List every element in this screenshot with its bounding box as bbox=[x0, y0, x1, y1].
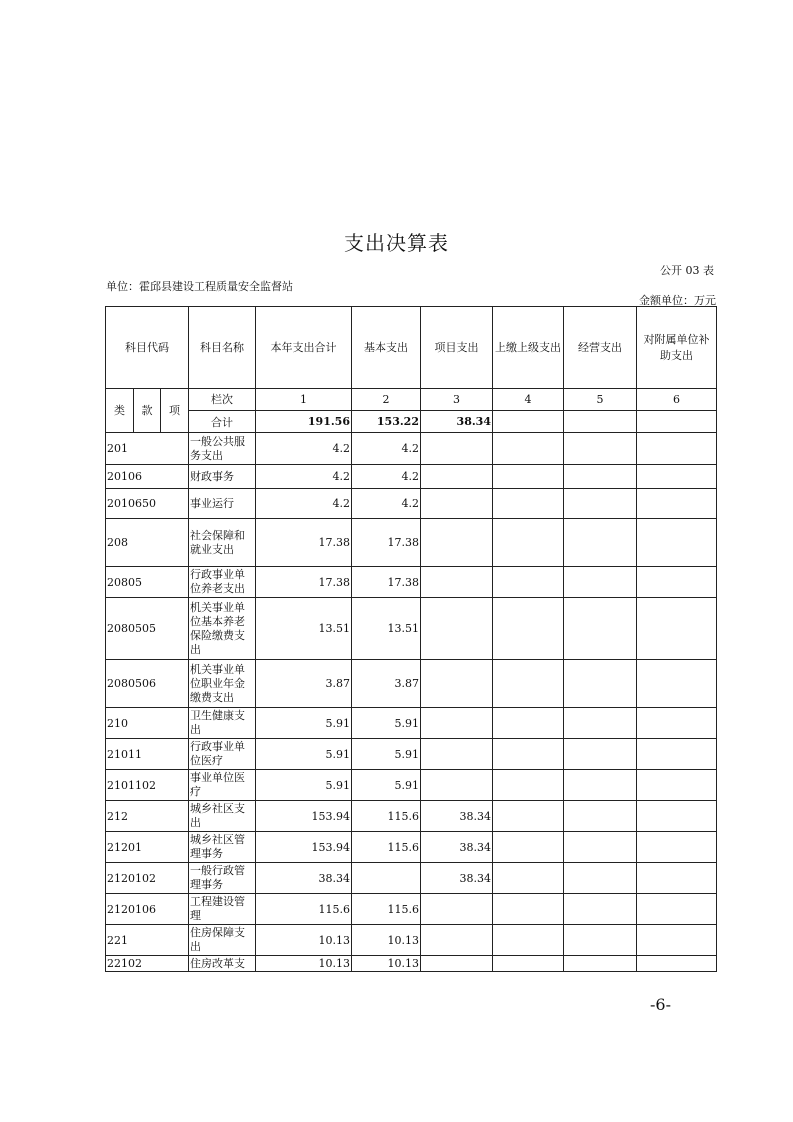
row-c4 bbox=[493, 433, 564, 465]
row-c3 bbox=[421, 708, 493, 739]
row-name: 城乡社区支出 bbox=[189, 801, 256, 832]
row-c3 bbox=[421, 925, 493, 956]
row-c4 bbox=[493, 708, 564, 739]
row-c5 bbox=[564, 433, 637, 465]
row-c6 bbox=[637, 598, 717, 660]
row-code: 221 bbox=[106, 925, 189, 956]
row-c6 bbox=[637, 801, 717, 832]
table-row bbox=[106, 863, 717, 894]
row-c4 bbox=[493, 567, 564, 598]
form-number: 公开 03 表 bbox=[660, 264, 714, 277]
row-c4 bbox=[493, 489, 564, 519]
header-xiang: 项 bbox=[161, 389, 189, 433]
row-c1: 153.94 bbox=[256, 801, 352, 832]
row-c2: 13.51 bbox=[352, 598, 421, 660]
row-code: 2010650 bbox=[106, 489, 189, 519]
row-c5 bbox=[564, 770, 637, 801]
row-c5 bbox=[564, 519, 637, 567]
row-code: 2120106 bbox=[106, 894, 189, 925]
row-c1: 17.38 bbox=[256, 519, 352, 567]
row-name: 住房保障支出 bbox=[189, 925, 256, 956]
row-c5 bbox=[564, 465, 637, 489]
row-name: 事业运行 bbox=[189, 489, 256, 519]
row-name: 事业单位医疗 bbox=[189, 770, 256, 801]
row-c3: 38.34 bbox=[421, 832, 493, 863]
row-c3 bbox=[421, 489, 493, 519]
row-c1: 3.87 bbox=[256, 660, 352, 708]
row-c4 bbox=[493, 832, 564, 863]
row-code: 22102 bbox=[106, 956, 189, 972]
row-c6 bbox=[637, 660, 717, 708]
row-c3 bbox=[421, 598, 493, 660]
row-c3 bbox=[421, 519, 493, 567]
row-code: 210 bbox=[106, 708, 189, 739]
row-c5 bbox=[564, 660, 637, 708]
row-c4 bbox=[493, 739, 564, 770]
row-code: 2120102 bbox=[106, 863, 189, 894]
header-code: 科目代码 bbox=[106, 307, 189, 389]
col-number-5: 5 bbox=[564, 389, 637, 411]
row-name: 城乡社区管理事务 bbox=[189, 832, 256, 863]
row-c5 bbox=[564, 801, 637, 832]
row-name: 行政事业单位养老支出 bbox=[189, 567, 256, 598]
col-number-3: 3 bbox=[421, 389, 493, 411]
row-c2 bbox=[352, 863, 421, 894]
header-lanci: 栏次 bbox=[189, 389, 256, 411]
row-c1: 17.38 bbox=[256, 567, 352, 598]
row-c4 bbox=[493, 894, 564, 925]
row-c4 bbox=[493, 598, 564, 660]
row-c2: 5.91 bbox=[352, 770, 421, 801]
row-code: 20805 bbox=[106, 567, 189, 598]
row-code: 21011 bbox=[106, 739, 189, 770]
col-number-4: 4 bbox=[493, 389, 564, 411]
expenditure-table bbox=[105, 306, 717, 972]
row-name: 行政事业单位医疗 bbox=[189, 739, 256, 770]
row-c5 bbox=[564, 489, 637, 519]
row-c2: 10.13 bbox=[352, 925, 421, 956]
total-label: 合计 bbox=[189, 411, 256, 433]
table-row bbox=[106, 489, 717, 519]
row-c1: 153.94 bbox=[256, 832, 352, 863]
row-c3 bbox=[421, 894, 493, 925]
row-c3 bbox=[421, 660, 493, 708]
header-c6: 对附属单位补助支出 bbox=[637, 307, 717, 389]
row-code: 20106 bbox=[106, 465, 189, 489]
col-number-1: 1 bbox=[256, 389, 352, 411]
header-c4: 上缴上级支出 bbox=[493, 307, 564, 389]
table-row bbox=[106, 465, 717, 489]
header-kuan: 款 bbox=[134, 389, 161, 433]
row-c4 bbox=[493, 660, 564, 708]
row-c6 bbox=[637, 489, 717, 519]
row-c2: 5.91 bbox=[352, 739, 421, 770]
row-c3 bbox=[421, 956, 493, 972]
table-row bbox=[106, 894, 717, 925]
row-c5 bbox=[564, 598, 637, 660]
row-c3 bbox=[421, 770, 493, 801]
total-c5 bbox=[564, 411, 637, 433]
row-c6 bbox=[637, 956, 717, 972]
row-c3: 38.34 bbox=[421, 801, 493, 832]
row-c2: 4.2 bbox=[352, 465, 421, 489]
total-c4 bbox=[493, 411, 564, 433]
table-row bbox=[106, 598, 717, 660]
row-c2: 115.6 bbox=[352, 832, 421, 863]
col-number-2: 2 bbox=[352, 389, 421, 411]
row-name: 社会保障和就业支出 bbox=[189, 519, 256, 567]
row-c2: 3.87 bbox=[352, 660, 421, 708]
header-c3: 项目支出 bbox=[421, 307, 493, 389]
row-c2: 10.13 bbox=[352, 956, 421, 972]
row-code: 208 bbox=[106, 519, 189, 567]
table-row bbox=[106, 832, 717, 863]
row-c5 bbox=[564, 832, 637, 863]
header-lei: 类 bbox=[106, 389, 134, 433]
page-number: -6- bbox=[650, 995, 671, 1014]
row-c2: 4.2 bbox=[352, 489, 421, 519]
table-row bbox=[106, 801, 717, 832]
table-row bbox=[106, 660, 717, 708]
col-number-6: 6 bbox=[637, 389, 717, 411]
header-name: 科目名称 bbox=[189, 307, 256, 389]
row-c1: 115.6 bbox=[256, 894, 352, 925]
table-row bbox=[106, 433, 717, 465]
row-c2: 5.91 bbox=[352, 708, 421, 739]
row-c6 bbox=[637, 433, 717, 465]
row-c3 bbox=[421, 739, 493, 770]
row-c1: 4.2 bbox=[256, 433, 352, 465]
row-c1: 5.91 bbox=[256, 739, 352, 770]
row-c3 bbox=[421, 433, 493, 465]
row-c2: 4.2 bbox=[352, 433, 421, 465]
row-c6 bbox=[637, 863, 717, 894]
row-c4 bbox=[493, 519, 564, 567]
row-code: 21201 bbox=[106, 832, 189, 863]
row-c5 bbox=[564, 894, 637, 925]
row-name: 机关事业单位基本养老保险缴费支出 bbox=[189, 598, 256, 660]
row-c5 bbox=[564, 863, 637, 894]
row-c4 bbox=[493, 956, 564, 972]
row-c5 bbox=[564, 708, 637, 739]
total-c3: 38.34 bbox=[421, 411, 493, 433]
row-c1: 38.34 bbox=[256, 863, 352, 894]
row-code: 2080506 bbox=[106, 660, 189, 708]
row-c4 bbox=[493, 801, 564, 832]
row-c6 bbox=[637, 708, 717, 739]
row-c6 bbox=[637, 567, 717, 598]
row-c2: 17.38 bbox=[352, 519, 421, 567]
row-c2: 115.6 bbox=[352, 801, 421, 832]
table-row bbox=[106, 770, 717, 801]
table-row bbox=[106, 925, 717, 956]
unit-label: 单位：霍邱县建设工程质量安全监督站 bbox=[106, 280, 293, 293]
row-c5 bbox=[564, 739, 637, 770]
row-c6 bbox=[637, 894, 717, 925]
row-c6 bbox=[637, 465, 717, 489]
row-c1: 10.13 bbox=[256, 956, 352, 972]
row-c1: 5.91 bbox=[256, 770, 352, 801]
row-name: 工程建设管理 bbox=[189, 894, 256, 925]
row-c6 bbox=[637, 739, 717, 770]
total-c6 bbox=[637, 411, 717, 433]
row-c5 bbox=[564, 956, 637, 972]
header-c2: 基本支出 bbox=[352, 307, 421, 389]
table-row bbox=[106, 739, 717, 770]
row-code: 201 bbox=[106, 433, 189, 465]
table-row bbox=[106, 567, 717, 598]
table-row bbox=[106, 519, 717, 567]
row-name: 一般公共服务支出 bbox=[189, 433, 256, 465]
row-c1: 5.91 bbox=[256, 708, 352, 739]
row-c4 bbox=[493, 863, 564, 894]
row-c2: 115.6 bbox=[352, 894, 421, 925]
row-c3: 38.34 bbox=[421, 863, 493, 894]
row-c1: 10.13 bbox=[256, 925, 352, 956]
row-name: 住房改革支 bbox=[189, 956, 256, 972]
row-c6 bbox=[637, 832, 717, 863]
row-c1: 13.51 bbox=[256, 598, 352, 660]
row-c1: 4.2 bbox=[256, 465, 352, 489]
row-name: 卫生健康支出 bbox=[189, 708, 256, 739]
row-c4 bbox=[493, 465, 564, 489]
row-name: 财政事务 bbox=[189, 465, 256, 489]
table-row bbox=[106, 956, 717, 972]
row-code: 2080505 bbox=[106, 598, 189, 660]
row-c1: 4.2 bbox=[256, 489, 352, 519]
header-c5: 经营支出 bbox=[564, 307, 637, 389]
row-c5 bbox=[564, 567, 637, 598]
row-c6 bbox=[637, 519, 717, 567]
page-title: 支出决算表 bbox=[344, 231, 449, 255]
row-c5 bbox=[564, 925, 637, 956]
row-name: 机关事业单位职业年金缴费支出 bbox=[189, 660, 256, 708]
total-c1: 191.56 bbox=[256, 411, 352, 433]
table-row bbox=[106, 708, 717, 739]
row-c2: 17.38 bbox=[352, 567, 421, 598]
amount-unit-label: 金额单位：万元 bbox=[639, 294, 716, 307]
total-c2: 153.22 bbox=[352, 411, 421, 433]
row-c6 bbox=[637, 770, 717, 801]
row-name: 一般行政管理事务 bbox=[189, 863, 256, 894]
row-code: 212 bbox=[106, 801, 189, 832]
row-c4 bbox=[493, 770, 564, 801]
row-c3 bbox=[421, 465, 493, 489]
row-c6 bbox=[637, 925, 717, 956]
row-c4 bbox=[493, 925, 564, 956]
row-code: 2101102 bbox=[106, 770, 189, 801]
header-c1: 本年支出合计 bbox=[256, 307, 352, 389]
row-c3 bbox=[421, 567, 493, 598]
